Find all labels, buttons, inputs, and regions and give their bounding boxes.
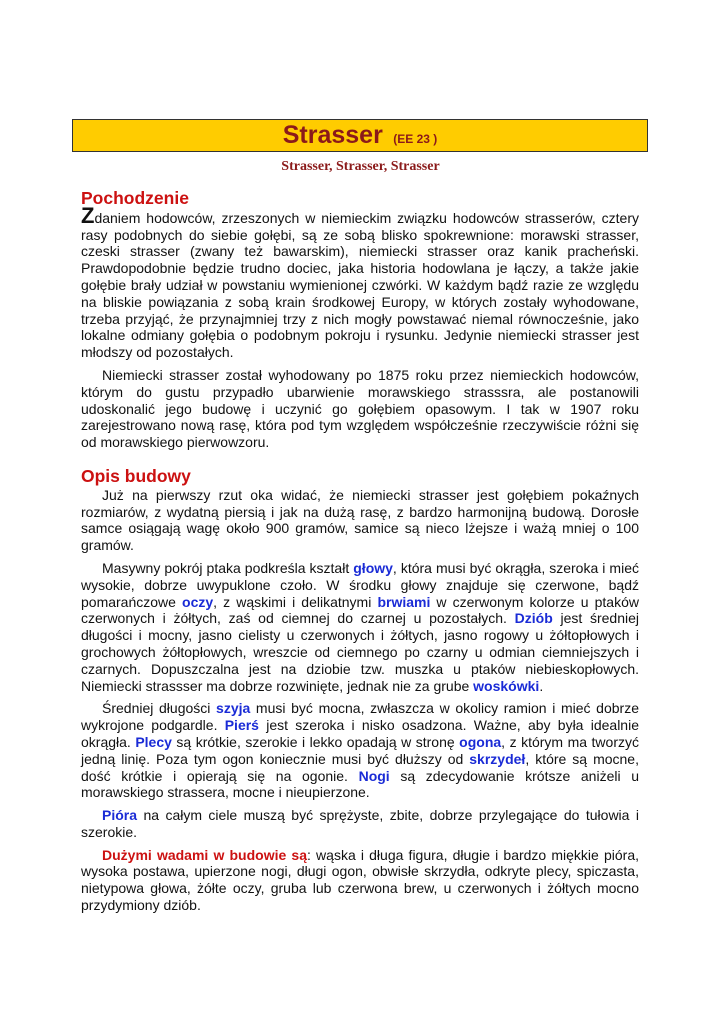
keyword-back: Plecy [135, 733, 172, 750]
text-run: Masywny pokrój ptaka podkreśla kształt [102, 559, 354, 576]
section-heading-build: Opis budowy [81, 465, 191, 486]
build-paragraph-5 [81, 847, 639, 914]
keyword-cere: woskówki [473, 677, 540, 694]
drop-cap: Z [81, 202, 95, 228]
keyword-legs: Nogi [358, 767, 390, 784]
article-body [81, 190, 639, 920]
title-box [72, 119, 648, 152]
build-paragraph-2 [81, 560, 639, 694]
keyword-wings: skrzydeł [469, 750, 526, 767]
text-run: jest szeroka i nisko osadzona. Ważne, aby była idealnie okrągła. [81, 717, 639, 750]
section-heading-origin: Pochodzenie [81, 188, 189, 208]
text-run: , które są mocne, dość krótkie i opierają się na ogonie. [81, 750, 639, 784]
keyword-tail: ogona [459, 733, 502, 750]
text-run: , z wąskimi i delikatnymi [213, 593, 378, 610]
keyword-brows: brwiami [377, 593, 431, 610]
text-run: jest średniej długości i mocny, jasno cielisty u czerwonych i żółtych, jasno rogowy u żółtopłowych i grochowych żółtopłowych, wreszcie od ciemnego po czarny u odmian ciemniejszych i czarnych. Dopuszczalna jest na dziobie tzw. muszka u ptaków niebieskopłowych. Niemiecki strassser ma dobrze rozwinięte, jednak nie za grube [81, 610, 640, 694]
text-run: . [539, 677, 544, 694]
keyword-breast: Pierś [224, 717, 259, 734]
keyword-feathers: Pióra [102, 807, 138, 824]
origin-paragraph-1 [81, 202, 639, 361]
page-title: Strasser [282, 121, 383, 149]
origin-paragraph-2: Niemiecki strasser został wyhodowany po 1875 roku przez niemieckich hodowców, którym do gustu przypadło ubarwienie morawskiego strasssra, ale postanowili udoskonalić jego budowę i uczynić go gołębiem opasowym. I tak w 1907 roku zarejestrowano nową rasę, która pod tym względem współcześnie rzeczywiście różni się od morawskiego pierwowzoru. [81, 366, 639, 451]
build-paragraph-3 [81, 700, 639, 801]
text-run: , która musi być okrągła, szeroka i mieć wysokie, dobrze uwypuklone czoło. W środku głowy znajduje się czerwone, bądź pomarańczowe [81, 559, 639, 610]
text-run: Średniej długości [102, 700, 217, 717]
text-run: są zdecydowanie krótsze aniżeli u morawskiego strassera, mocne i nieupierzone. [81, 767, 639, 801]
keyword-faults: Dużymi wadami w budowie są [102, 846, 307, 863]
text-run: w czerwonym kolorze u ptaków czerwonych i żółtych, zaś od ciemnej do czarnej u pozostałych. [81, 593, 639, 627]
text-run: są krótkie, szerokie i lekko opadają w stronę [171, 733, 460, 750]
text-run: , z którym ma tworzyć jedną linię. Poza tym ogon koniecznie musi być dłuższy od [81, 733, 639, 767]
breed-code: (EE 23 ) [393, 132, 438, 146]
build-paragraph-1: Już na pierwszy rzut oka widać, że niemiecki strasser jest gołębiem pokaźnych rozmiarów, z wydatną piersią i jak na dużą rasę, z bardzo harmonijną budową. Dorosłe samce osiągają wagę około 900 gramów, samice są nieco lżejsze i ważą mniej o 100 gramów. [81, 486, 639, 554]
keyword-beak: Dziób [514, 610, 553, 627]
keyword-neck: szyja [216, 700, 251, 717]
text-run: musi być mocna, zwłaszcza w okolicy ramion i mieć dobrze wykrojone podgardle. [81, 700, 639, 734]
text-run: : wąska i długa figura, długie i bardzo miękkie pióra, wysoka postawa, upierzone nogi, długi ogon, obwisłe skrzydła, odkryte plecy, spiczasta, nietypowa głowa, żółte oczy, gruba lub czerwona brew, u czerwonych i żółtych mocno przydymiony dziób. [81, 846, 639, 914]
build-paragraph-4 [81, 807, 639, 841]
keyword-eyes: oczy [182, 593, 214, 610]
origin-paragraph-1-text: daniem hodowców, zrzeszonych w niemieckim związku hodowców strasserów, cztery rasy podobnych do siebie gołębi, są ze sobą blisko spokrewnione: morawski strasser, czeski strasser (zwany też bawarskim), niemiecki strasser oraz kanik pracheński. Prawdopodobnie będzie trudno dociec, jaka historia hodowlana je łączy, a także jakie gołębie brały udział w powstaniu wymienionej czwórki. W każdym bądź razie ze względu na bliskie powiązania z sobą krain środkowej Europy, w których zostały wyhodowane, trzeba przyjąć, że przynajmniej trzy z nich mogły powstawać niemal równocześnie, jako lokalne odmiany gołębia o podobnym pokroju i rysunku. Jedynie niemiecki strasser jest młodszy od pozostałych. [81, 209, 639, 361]
keyword-head: głowy [353, 559, 393, 576]
text-run: na całym ciele muszą być sprężyste, zbite, dobrze przylegające do tułowia i szerokie. [81, 807, 639, 840]
page-subtitle: Strasser, Strasser, Strasser [281, 159, 440, 174]
